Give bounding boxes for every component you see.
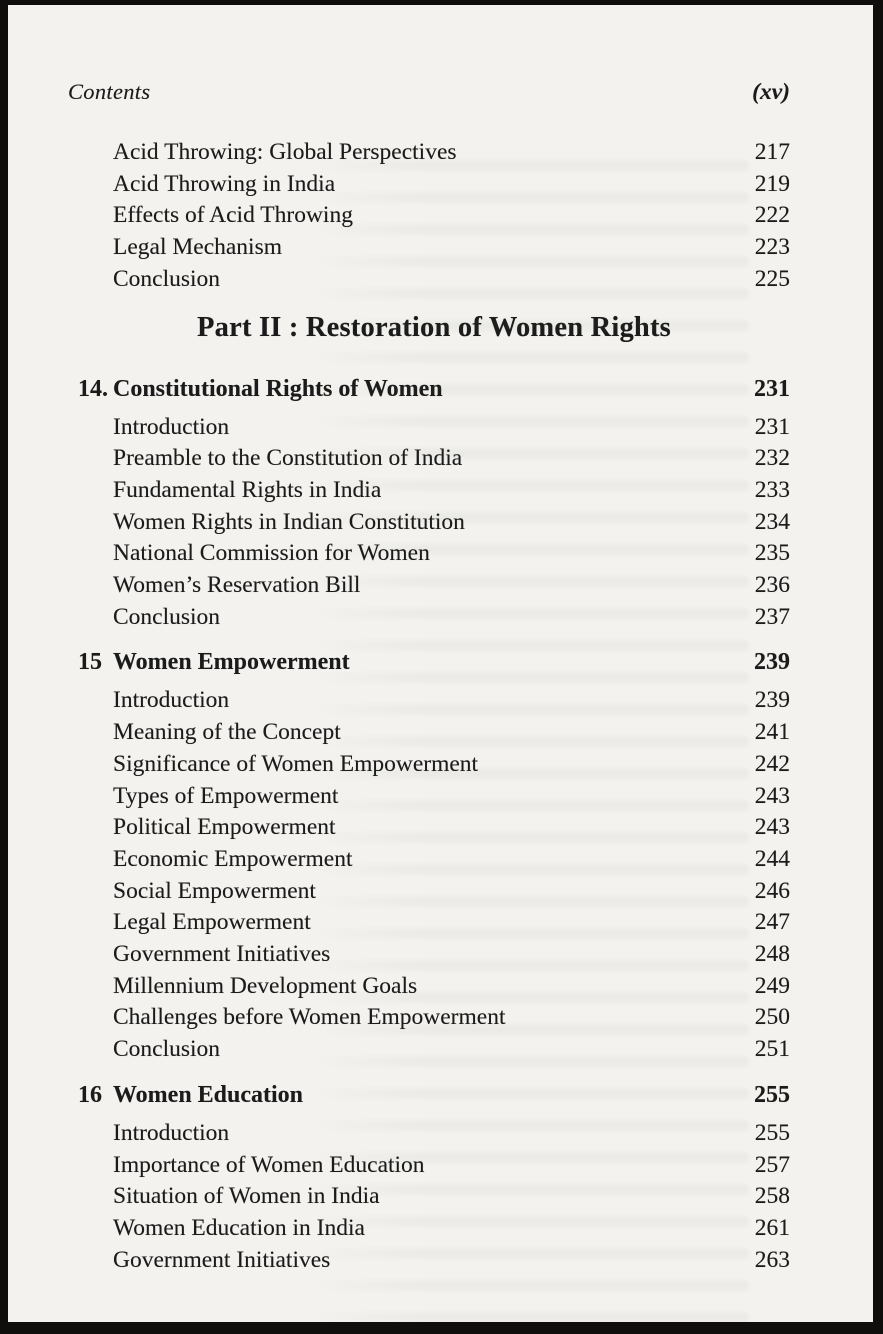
toc-entry-page-number: 242	[754, 750, 790, 777]
toc-entry-row	[78, 412, 790, 444]
chapter-title: Women Education	[113, 1081, 304, 1108]
toc-entry-page-number: 236	[754, 572, 790, 599]
toc-entry-page-number: 243	[754, 814, 790, 841]
folio-page-number: (xv)	[752, 79, 790, 105]
toc-entry-page-number: 225	[754, 265, 790, 292]
toc-entry-row	[78, 475, 790, 507]
toc-entry-title: Millennium Development Goals	[113, 972, 418, 999]
chapter-title: Constitutional Rights of Women	[113, 375, 443, 402]
toc-entry-page-number: 244	[754, 845, 790, 872]
toc-entry-page-number: 258	[754, 1183, 790, 1210]
toc-entry-title: Preamble to the Constitution of India	[113, 445, 463, 472]
toc-entry-page-number: 255	[754, 1119, 790, 1146]
toc-entry-page-number: 217	[754, 139, 790, 165]
toc-entry-row	[78, 137, 790, 169]
toc-entry-title: Legal Mechanism	[113, 234, 283, 261]
running-header-contents: Contents	[68, 79, 151, 104]
toc-entry-title: Acid Throwing in India	[113, 170, 336, 197]
toc-entry-title: Political Empowerment	[113, 814, 336, 841]
toc-entry-title: Significance of Women Empowerment	[113, 750, 479, 777]
toc-entry-page-number: 237	[754, 603, 790, 630]
toc-entry-title: Conclusion	[113, 1036, 221, 1063]
toc-entry-row	[78, 781, 790, 813]
toc-entry-page-number: 223	[754, 234, 790, 261]
toc-entry-title: Introduction	[113, 413, 230, 440]
toc-entry-page-number: 239	[754, 687, 790, 714]
toc-entry-page-number: 232	[754, 445, 790, 472]
toc-entry-row	[78, 907, 790, 939]
toc-entry-row	[78, 876, 790, 908]
chapter-number: 16	[78, 1081, 102, 1108]
toc-entry-page-number: 246	[754, 877, 790, 904]
toc-chapter-section	[78, 646, 790, 1065]
page-header	[68, 77, 790, 107]
toc-entry-row	[78, 844, 790, 876]
toc-entry-page-number: 257	[754, 1151, 790, 1178]
toc-entry-row	[78, 1002, 790, 1034]
toc-entry-title: National Commission for Women	[113, 540, 430, 567]
toc-entry-title: Effects of Acid Throwing	[113, 202, 353, 229]
toc-entry-page-number: 249	[754, 972, 790, 999]
table-of-contents	[78, 137, 790, 1276]
toc-entry-row	[78, 570, 790, 602]
toc-entry-page-number: 250	[754, 1004, 790, 1031]
toc-entry-title: Economic Empowerment	[113, 845, 353, 872]
toc-entry-row	[78, 749, 790, 781]
toc-entry-title: Women Education in India	[113, 1214, 365, 1241]
toc-entry-title: Government Initiatives	[113, 1246, 331, 1273]
toc-entry-page-number: 241	[754, 719, 790, 746]
toc-entry-row	[78, 538, 790, 570]
chapter-number: 14.	[78, 375, 108, 402]
toc-entry-row	[78, 1034, 790, 1066]
toc-entry-title: Legal Empowerment	[113, 909, 311, 936]
toc-entry-row	[78, 264, 790, 296]
toc-entry-title: Fundamental Rights in India	[113, 476, 382, 503]
toc-entry-row	[78, 1245, 790, 1277]
toc-chapter-section	[78, 373, 790, 634]
toc-entry-row	[78, 1213, 790, 1245]
toc-entry-title: Conclusion	[113, 265, 221, 292]
chapter-title: Women Empowerment	[113, 649, 350, 676]
toc-entry-page-number: 235	[754, 540, 790, 567]
toc-entry-row	[78, 717, 790, 749]
toc-entry-page-number: 248	[754, 941, 790, 968]
toc-entry-page-number: 263	[754, 1246, 790, 1273]
chapter-heading-row	[78, 1079, 790, 1111]
toc-entry-title: Challenges before Women Empowerment	[113, 1004, 506, 1031]
toc-entry-row	[78, 200, 790, 232]
chapter-items	[78, 1118, 790, 1277]
toc-entry-page-number: 247	[754, 909, 790, 936]
toc-entry-row	[78, 971, 790, 1003]
chapter-page-number: 231	[754, 375, 790, 402]
toc-entry-page-number: 261	[754, 1214, 790, 1241]
toc-entry-row	[78, 169, 790, 201]
toc-entry-title: Women Rights in Indian Constitution	[113, 508, 465, 535]
toc-entry-page-number: 234	[754, 508, 790, 535]
toc-entry-title: Introduction	[113, 687, 230, 714]
chapter-page-number: 239	[754, 649, 790, 676]
toc-section	[78, 137, 790, 296]
toc-entry-row	[78, 443, 790, 475]
toc-chapter-section	[78, 1079, 790, 1277]
chapter-items	[78, 412, 790, 634]
toc-entry-page-number: 251	[754, 1036, 790, 1063]
chapter-items	[78, 685, 790, 1065]
chapter-heading-row	[78, 646, 790, 678]
toc-entry-title: Introduction	[113, 1119, 230, 1146]
chapter-number: 15	[78, 649, 102, 676]
toc-entry-row	[78, 812, 790, 844]
chapter-heading-row	[78, 373, 790, 405]
toc-entry-title: Importance of Women Education	[113, 1151, 425, 1178]
toc-entry-title: Types of Empowerment	[113, 782, 339, 809]
toc-entry-page-number: 231	[754, 413, 790, 440]
toc-entry-row	[78, 232, 790, 264]
toc-entry-page-number: 243	[754, 782, 790, 809]
toc-entry-title: Acid Throwing: Global Perspectives	[113, 139, 457, 165]
toc-entry-title: Meaning of the Concept	[113, 719, 341, 746]
toc-entry-row	[78, 507, 790, 539]
toc-entry-row	[78, 939, 790, 971]
contents-page	[8, 5, 873, 1322]
toc-entry-title: Women’s Reservation Bill	[113, 572, 361, 599]
toc-entry-row	[78, 685, 790, 717]
toc-entry-row	[78, 1118, 790, 1150]
toc-entry-title: Social Empowerment	[113, 877, 316, 904]
toc-entry-row	[78, 1150, 790, 1182]
toc-entry-row	[78, 602, 790, 634]
toc-entry-row	[78, 1181, 790, 1213]
chapter-page-number: 255	[754, 1081, 790, 1108]
toc-entry-page-number: 233	[754, 476, 790, 503]
toc-entry-page-number: 222	[754, 202, 790, 229]
toc-entry-title: Conclusion	[113, 603, 221, 630]
toc-entry-title: Government Initiatives	[113, 941, 331, 968]
toc-entry-page-number: 219	[754, 170, 790, 197]
toc-entry-title: Situation of Women in India	[113, 1183, 380, 1210]
part-heading: Part II : Restoration of Women Rights	[197, 311, 671, 343]
